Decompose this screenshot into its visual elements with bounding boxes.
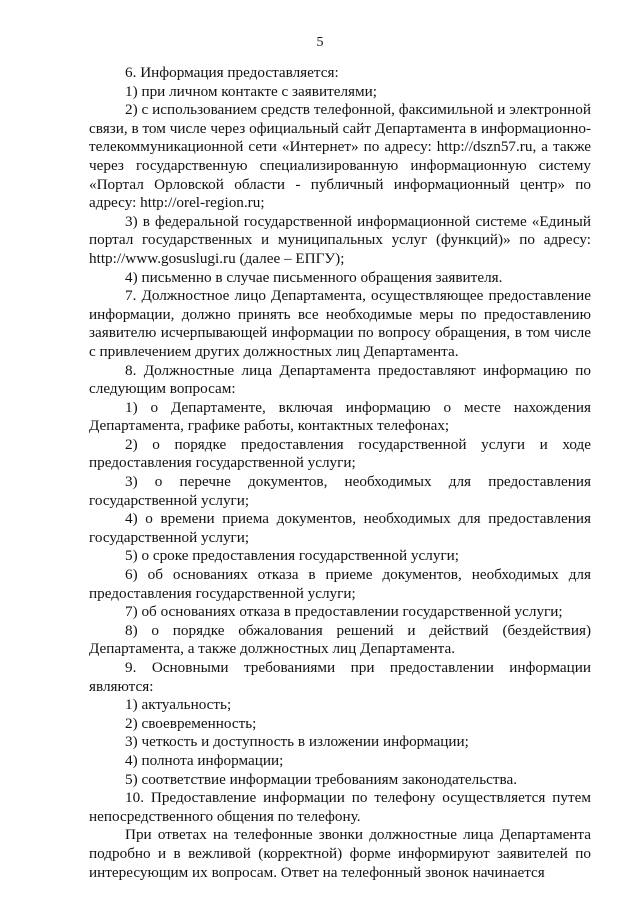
paragraph-8-item-5: 5) о сроке предоставления государственной услуги;: [125, 547, 460, 565]
paragraph-9-item-2: 2) своевременность;: [125, 714, 257, 732]
paragraph-10-continuation: При ответах на телефонные звонки должностные лица Департамента подробно и в вежливой (корректной) форме информируют заявителей по интересующим их вопросам. Ответ на телефонный звонок начинается: [89, 826, 591, 881]
paragraph-8-item-4: 4) о времени приема документов, необходимых для предоставления государственной услуги;: [89, 510, 591, 546]
paragraph-9-item-4: 4) полнота информации;: [125, 751, 284, 769]
paragraph-8-item-3: 3) о перечне документов, необходимых для предоставления государственной услуги;: [89, 473, 591, 509]
paragraph-6-item-3: 3) в федеральной государственной информационной системе «Единый портал государственных и муниципальных услуг (функций)» по адресу: http://www.gosuslugi.ru (далее – ЕПГУ);: [89, 212, 591, 267]
paragraph-6-item-1: 1) при личном контакте с заявителями;: [125, 82, 377, 100]
paragraph-6-heading: 6. Информация предоставляется:: [125, 64, 339, 81]
paragraph-8-item-2: 2) о порядке предоставления государственной услуги и ходе предоставления государственной услуги;: [89, 435, 591, 472]
paragraph-8-item-6: 6) об основаниях отказа в приеме документов, необходимых для предоставления государственной услуги;: [89, 566, 591, 602]
paragraph-8-item-7: 7) об основаниях отказа в предоставлении государственной услуги;: [125, 603, 563, 621]
document-body: [89, 64, 591, 882]
paragraph-8-item-1: 1) о Департаменте, включая информацию о месте нахождения Департамента, графике работы, контактных телефонах;: [89, 398, 591, 435]
paragraph-8-heading: 8. Должностные лица Департамента предоставляют информацию по следующим вопросам:: [89, 361, 591, 398]
paragraph-7: 7. Должностное лицо Департамента, осуществляющее предоставление информации, должно принять все необходимые меры по предоставлению заявителю исчерпывающей информации по вопросу обращения, в том числе с привлечением других должностных лиц Департамента.: [89, 287, 591, 360]
paragraph-9-item-3: 3) четкость и доступность в изложении информации;: [125, 733, 469, 751]
paragraph-9-heading: 9. Основными требованиями при предоставлении информации являются:: [89, 659, 591, 695]
paragraph-8-item-8: 8) о порядке обжалования решений и действий (бездействия) Департамента, а также должностных лиц Департамента.: [89, 621, 591, 658]
page-number: 5: [316, 35, 324, 50]
paragraph-6-item-4: 4) письменно в случае письменного обращения заявителя.: [125, 268, 503, 286]
paragraph-9-item-5: 5) соответствие информации требованиям законодательства.: [125, 770, 518, 788]
paragraph-9-item-1: 1) актуальность;: [125, 696, 232, 714]
paragraph-6-item-2: 2) с использованием средств телефонной, факсимильной и электронной связи, в том числе через официальный сайт Департамента в информационно-телекоммуникационной сети «Интернет» по адресу: http://dszn57.ru, а также через государственную специализированную информационную систему «Портал Орловской области - публичный информационный центр» по адресу: http://orel-region.ru;: [89, 101, 591, 212]
paragraph-10: 10. Предоставление информации по телефону осуществляется путем непосредственного общения по телефону.: [89, 789, 591, 825]
